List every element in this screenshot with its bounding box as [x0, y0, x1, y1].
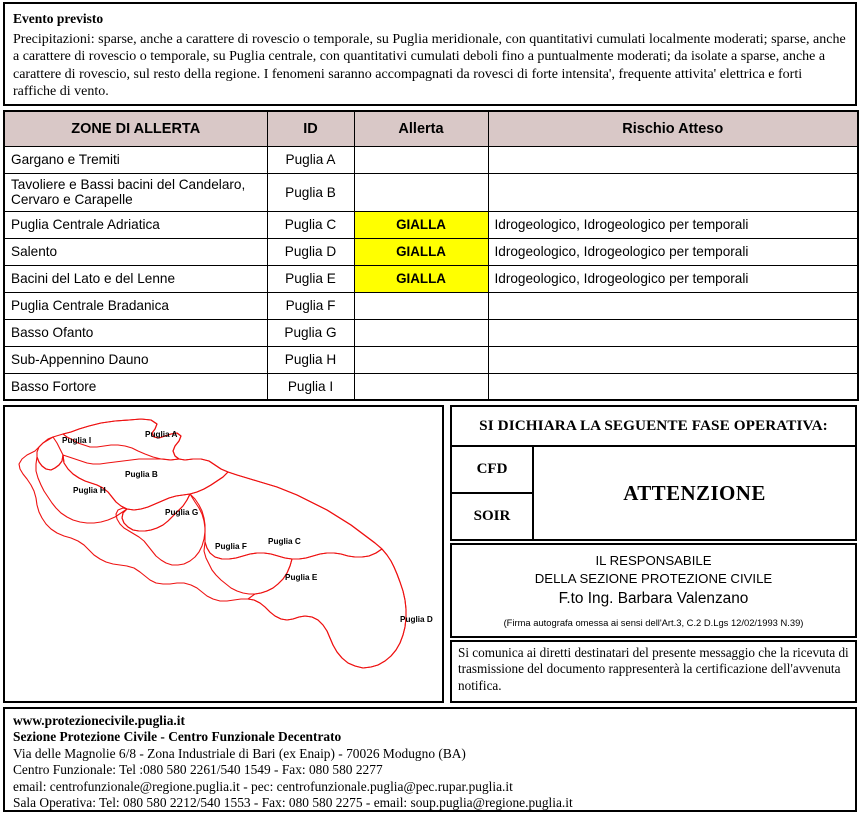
puglia-region-outline	[19, 419, 406, 668]
header-id: ID	[267, 111, 354, 146]
zone-boundary-puglia-b	[63, 455, 228, 510]
zone-boundary-puglia-f	[116, 494, 205, 565]
zones-table-body	[4, 146, 858, 400]
cell-id: Puglia B	[267, 173, 354, 211]
cell-id: Puglia C	[267, 211, 354, 238]
responsabile-line-1: IL RESPONSABILE	[595, 553, 712, 568]
footer-line[interactable]: www.protezionecivile.puglia.it	[13, 713, 185, 728]
header-zone-di-allerta: ZONE DI ALLERTA	[4, 111, 267, 146]
table-row	[4, 173, 858, 211]
zone-boundary-puglia-d	[248, 549, 406, 668]
header-rischio-atteso: Rischio Atteso	[488, 111, 858, 146]
cell-zone: Puglia Centrale Adriatica	[4, 211, 267, 238]
fase-operativa-box	[450, 405, 857, 541]
cell-zone: Sub-Appennino Dauno	[4, 346, 267, 373]
footer-contact-box	[3, 707, 857, 812]
table-row	[4, 211, 858, 238]
cell-rischio	[488, 292, 858, 319]
footer-line: Sezione Protezione Civile - Centro Funzionale Decentrato	[13, 729, 342, 745]
cell-id: Puglia F	[267, 292, 354, 319]
cell-rischio	[488, 346, 858, 373]
cell-id: Puglia D	[267, 238, 354, 265]
cell-allerta	[354, 319, 488, 346]
phase-value: ATTENZIONE	[623, 480, 766, 505]
table-row	[4, 319, 858, 346]
map-label-puglia-h: Puglia H	[73, 486, 106, 495]
cell-zone: Bacini del Lato e del Lenne	[4, 265, 267, 292]
cell-rischio	[488, 373, 858, 400]
table-row	[4, 346, 858, 373]
header-allerta: Allerta	[354, 111, 488, 146]
cell-allerta-gialla: GIALLA	[354, 238, 488, 265]
cell-id: Puglia I	[267, 373, 354, 400]
cell-zone: Gargano e Tremiti	[4, 146, 267, 173]
cell-rischio	[488, 319, 858, 346]
footer-line: Sala Operativa: Tel: 080 580 2212/540 1553 - Fax: 080 580 2275 - email: soup.puglia@regione.puglia.it	[13, 795, 573, 811]
cell-id: Puglia A	[267, 146, 354, 173]
map-zone-labels	[62, 430, 433, 624]
cell-zone: Puglia Centrale Bradanica	[4, 292, 267, 319]
map-label-puglia-b: Puglia B	[125, 470, 158, 479]
cell-allerta	[354, 146, 488, 173]
table-row	[4, 238, 858, 265]
fase-operativa-body	[452, 447, 855, 539]
footer-line: Centro Funzionale: Tel :080 580 2261/540 1549 - Fax: 080 580 2277	[13, 762, 383, 778]
fase-operativa-codes	[452, 447, 534, 539]
cell-allerta	[354, 292, 488, 319]
zones-table-head	[4, 111, 858, 146]
evento-previsto-title: Evento previsto	[13, 11, 104, 26]
cell-id: Puglia G	[267, 319, 354, 346]
responsabile-name: F.to Ing. Barbara Valenzano	[558, 590, 749, 607]
map-label-puglia-g: Puglia G	[165, 508, 199, 517]
puglia-map-box	[3, 405, 444, 703]
cell-allerta	[354, 346, 488, 373]
table-row	[4, 265, 858, 292]
cell-id: Puglia E	[267, 265, 354, 292]
footer-line: Via delle Magnolie 6/8 - Zona Industriale di Bari (ex Enaip) - 70026 Modugno (BA)	[13, 745, 466, 761]
map-label-puglia-e: Puglia E	[285, 573, 318, 582]
table-row	[4, 292, 858, 319]
soir-label: SOIR	[473, 508, 511, 524]
cell-allerta	[354, 173, 488, 211]
table-row	[4, 146, 858, 173]
map-label-puglia-c: Puglia C	[268, 537, 301, 546]
cfd-label: CFD	[452, 447, 532, 494]
puglia-map-svg	[5, 407, 442, 701]
operational-phase-panel	[450, 405, 857, 703]
transmission-notice-text: Si comunica ai diretti destinatari del presente messaggio che la ricevuta di trasmissione del documento rappresenterà la certificazione dell'avvenuta notifica.	[458, 645, 849, 693]
map-label-puglia-d: Puglia D	[400, 615, 433, 624]
puglia-outer-boundary	[19, 419, 406, 668]
responsabile-box	[450, 543, 857, 638]
evento-previsto-body: Precipitazioni: sparse, anche a carattere di rovescio o temporale, su Puglia meridionale, con quantitativi cumulati localmente moderati; sparse, anche a carattere di rovescio o temporale, su Puglia centrale, con quantitativi cumulati deboli fino a puntualmente moderati; da isolate a sparse, anche a carattere di rovescio, sul resto della regione. I fenomeni saranno accompagnati da rovesci di forte intensita', frequente attivita' elettrica e forti raffiche di vento.	[13, 32, 846, 100]
footer-lines	[13, 713, 847, 811]
cell-allerta	[354, 373, 488, 400]
cell-zone: Tavoliere e Bassi bacini del Candelaro, Cervaro e Carapelle	[4, 173, 267, 211]
map-label-puglia-f: Puglia F	[215, 542, 247, 551]
cell-id: Puglia H	[267, 346, 354, 373]
cell-zone: Basso Fortore	[4, 373, 267, 400]
cell-rischio: Idrogeologico, Idrogeologico per temporali	[488, 211, 858, 238]
footer-line: email: centrofunzionale@regione.puglia.it - pec: centrofunzionale.puglia@pec.rupar.puglia.it	[13, 778, 513, 794]
table-row	[4, 373, 858, 400]
zones-table	[3, 110, 859, 401]
map-label-puglia-i: Puglia I	[62, 436, 92, 445]
cell-rischio	[488, 146, 858, 173]
cell-rischio: Idrogeologico, Idrogeologico per temporali	[488, 265, 858, 292]
fase-operativa-title: SI DICHIARA LA SEGUENTE FASE OPERATIVA:	[452, 407, 855, 447]
signature-omitted-note: (Firma autografa omessa ai sensi dell'Art.3, C.2 D.Lgs 12/02/1993 N.39)	[503, 617, 804, 628]
transmission-notice-box	[450, 640, 857, 703]
map-label-puglia-a: Puglia A	[145, 430, 178, 439]
responsabile-line-2: DELLA SEZIONE PROTEZIONE CIVILE	[534, 571, 773, 586]
cell-allerta-gialla: GIALLA	[354, 211, 488, 238]
cell-rischio: Idrogeologico, Idrogeologico per temporali	[488, 238, 858, 265]
cell-zone: Salento	[4, 238, 267, 265]
cell-allerta-gialla: GIALLA	[354, 265, 488, 292]
cell-zone: Basso Ofanto	[4, 319, 267, 346]
zones-table-header-row	[4, 111, 858, 146]
evento-previsto-box	[3, 2, 857, 106]
cell-rischio	[488, 173, 858, 211]
